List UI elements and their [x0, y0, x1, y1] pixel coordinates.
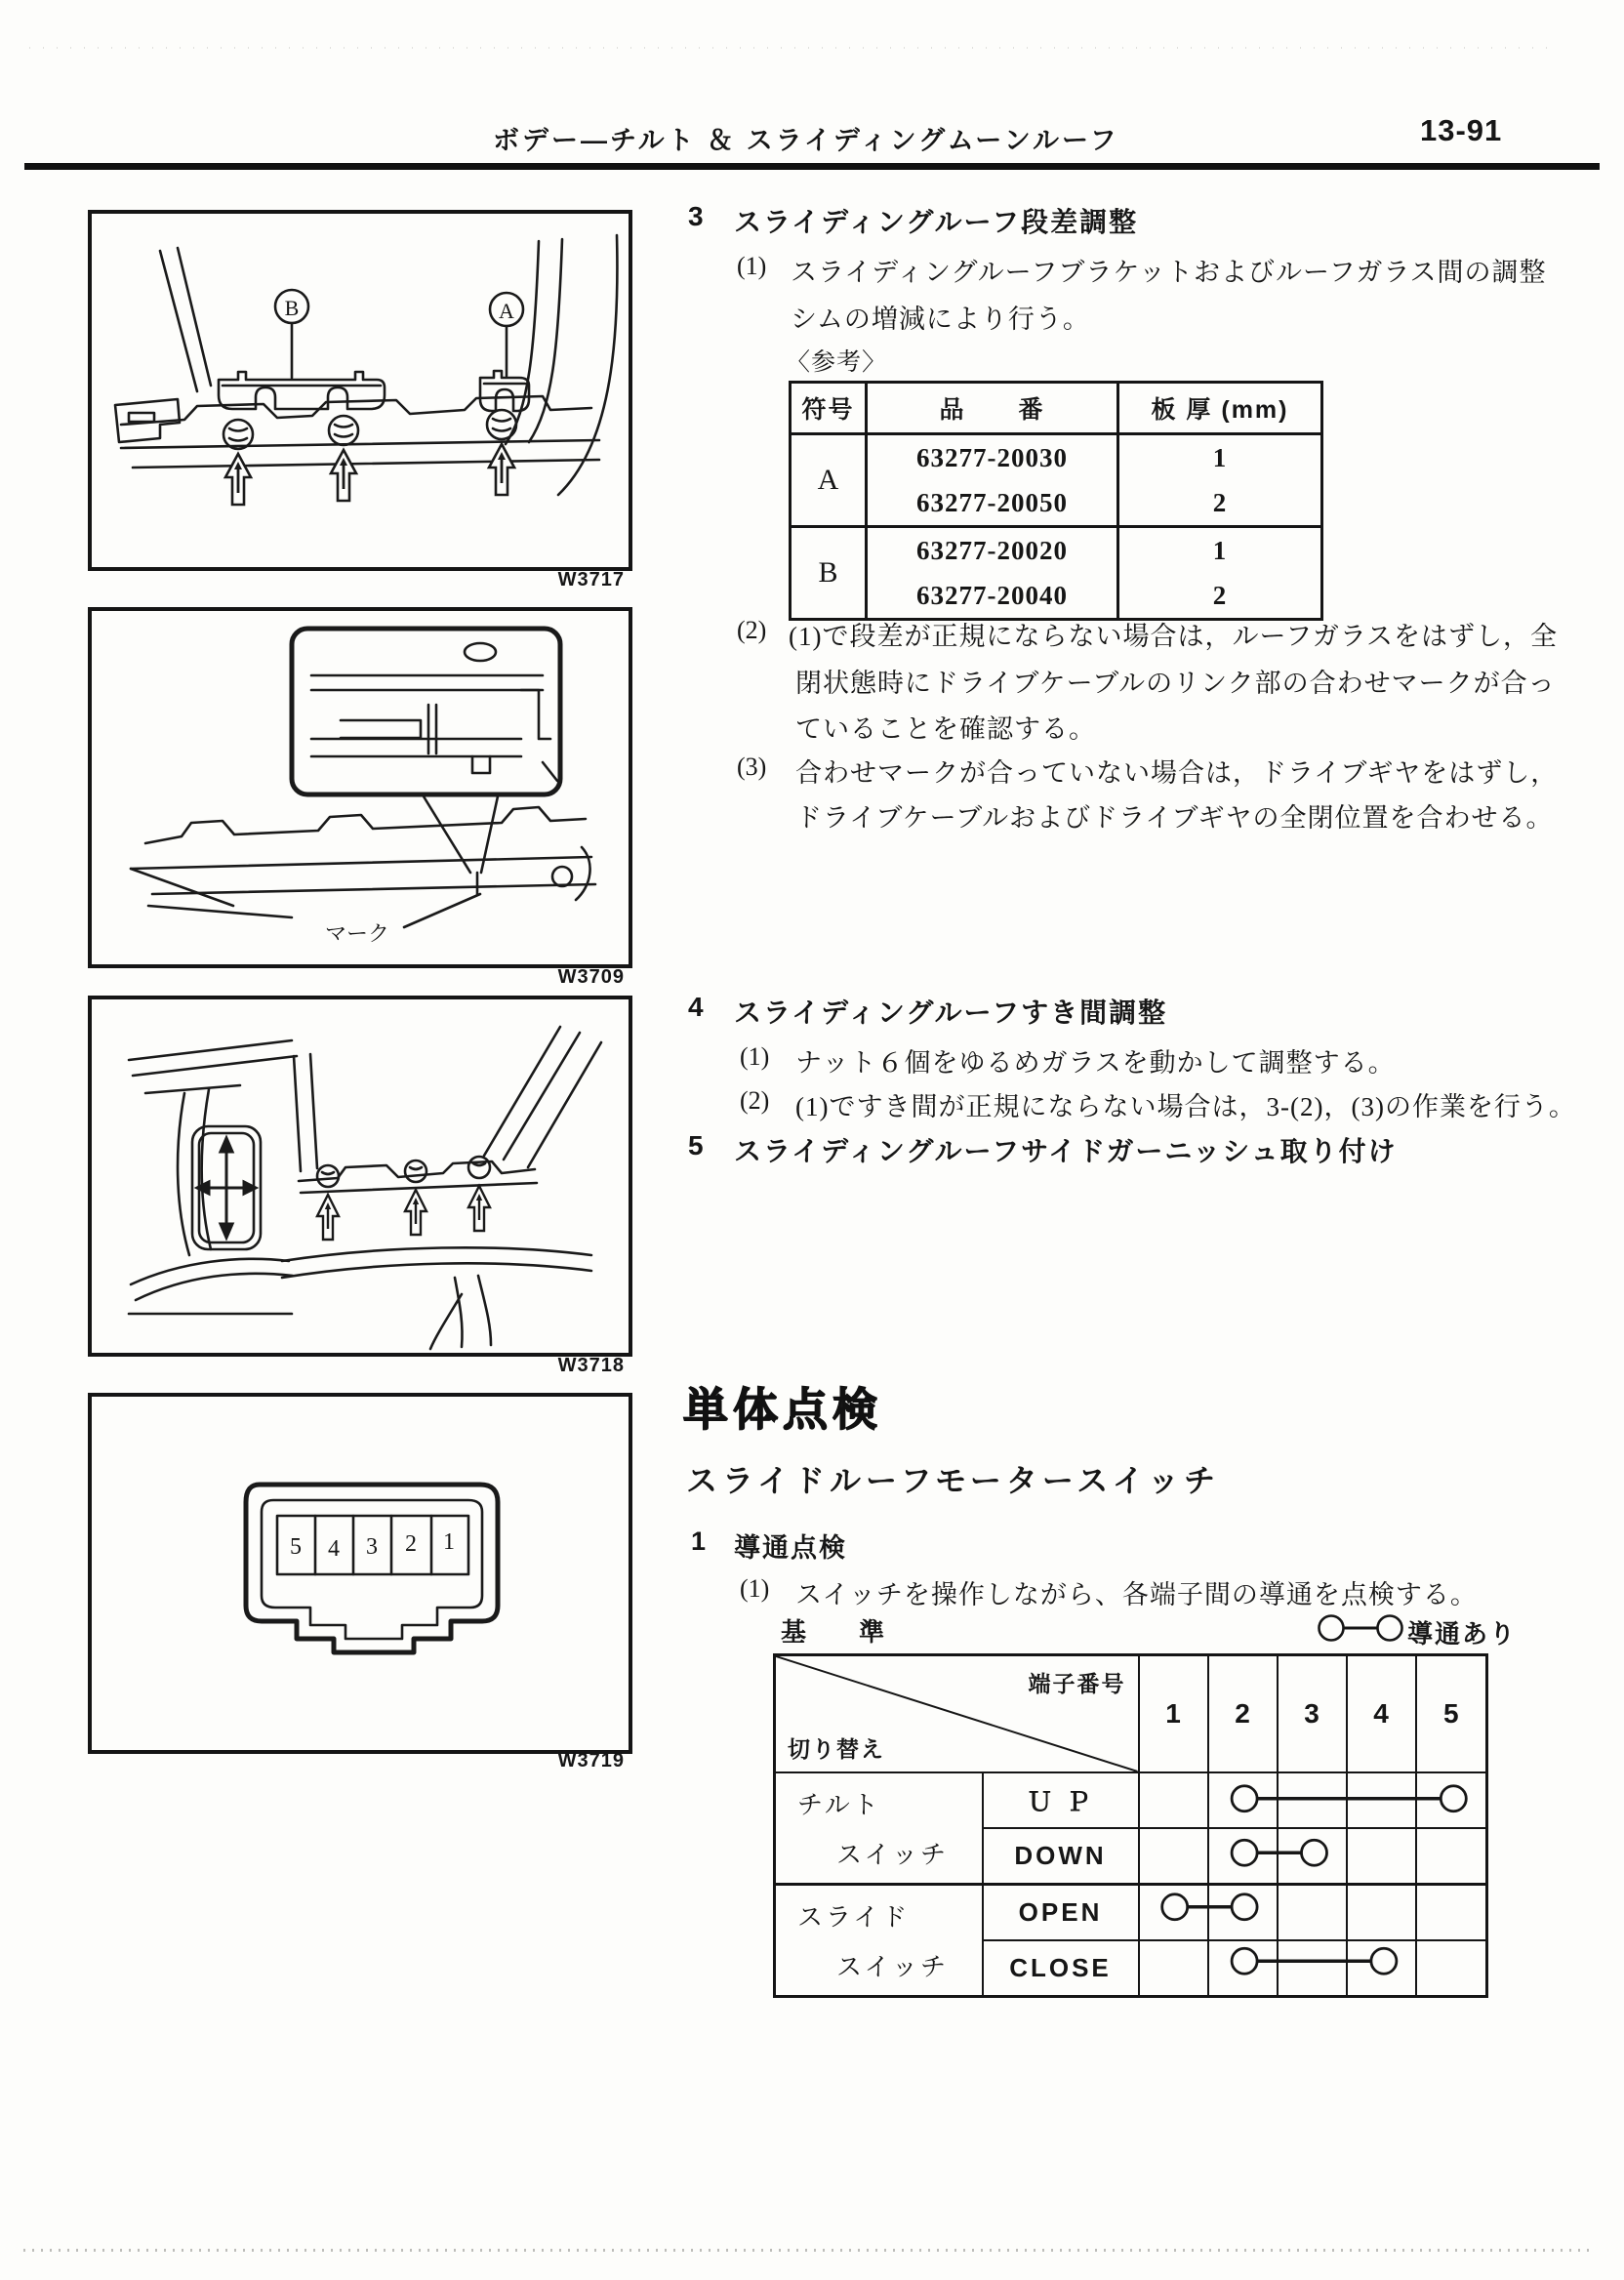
section4-number: 4: [688, 992, 704, 1022]
position-close: CLOSE: [983, 1940, 1139, 1997]
inspection-item-no: 1: [691, 1527, 707, 1556]
figure-shim-adjustment: [88, 210, 632, 571]
inspection-subheading: スライドルーフモータースイッチ: [686, 1463, 1221, 1498]
section3-reference-label: 〈参考〉: [786, 349, 888, 376]
continuity-corner-cell: [775, 1655, 1139, 1773]
switch-name-line2: スイッチ: [836, 1952, 949, 1981]
section4-item1: ナット６個をゆるめガラスを動かして調整する。: [795, 1048, 1396, 1078]
part-number: 63277-20040: [916, 581, 1068, 610]
continuity-header-row: [775, 1655, 1487, 1773]
switch-name-line2: スイッチ: [836, 1840, 949, 1869]
part-thickness: 1: [1212, 443, 1228, 472]
pin-1: 1: [443, 1529, 455, 1555]
page-number: 13-91: [1420, 113, 1503, 147]
standard-label: 基 準: [781, 1617, 899, 1647]
scan-noise-top: [29, 47, 1552, 49]
terminal-1: 1: [1139, 1655, 1208, 1773]
shim-diagram-art: [92, 214, 629, 567]
figure-alignment-mark: [88, 607, 632, 968]
inspection-step: スイッチを操作しながら、各端子間の導通を点検する。: [795, 1580, 1478, 1609]
parts-code-a: A: [791, 434, 867, 527]
section4-item2: (1)ですき間が正規にならない場合は，3-(2)，(3)の作業を行う。: [795, 1092, 1576, 1121]
figure3-code: W3718: [557, 1355, 625, 1376]
section3-item2-no: (2): [737, 616, 767, 644]
continuity-legend-icon: [1316, 1612, 1405, 1644]
terminal-2: 2: [1208, 1655, 1278, 1773]
figure4-code: W3719: [557, 1750, 625, 1771]
inspection-heading: 単体点検: [683, 1384, 882, 1435]
parts-numbers-a: [867, 434, 1118, 527]
section3-item2-line3: ていることを確認する。: [795, 714, 1096, 744]
section4-item2-no: (2): [740, 1086, 770, 1115]
section3-item3-no: (3): [737, 753, 767, 781]
part-number: 63277-20050: [916, 488, 1068, 517]
position-down: DOWN: [983, 1828, 1139, 1885]
section3-item1-no: (1): [737, 252, 767, 280]
part-thickness: 1: [1212, 536, 1228, 565]
scan-noise-bottom: [23, 2249, 1595, 2252]
section3-item3-line1: 合わせマークが合っていない場合は，ドライブギヤをはずし，: [795, 758, 1559, 788]
mark-diagram-art: [92, 611, 629, 964]
shim-label-a: A: [499, 299, 514, 323]
pin-5: 5: [290, 1534, 302, 1560]
corner-terminal-label: 端子番号: [1028, 1671, 1126, 1696]
pin-3: 3: [366, 1534, 378, 1560]
pin-2: 2: [405, 1531, 417, 1557]
page-header-title: ボデー―チルト ＆ スライディングムーンルーフ: [493, 126, 1119, 155]
terminal-5: 5: [1416, 1655, 1487, 1773]
section3-item1-line2: シムの増減により行う。: [791, 305, 1090, 334]
terminal-4: 4: [1347, 1655, 1416, 1773]
tilt-switch-name-cell: [775, 1772, 983, 1885]
connector-diagram-art: [92, 1397, 629, 1750]
parts-header-code: 符号: [791, 383, 867, 434]
section3-title: スライディングルーフ段差調整: [734, 207, 1139, 237]
section4-item1-no: (1): [740, 1042, 770, 1071]
figure-gap-adjustment: [88, 996, 632, 1357]
shim-label-b: B: [284, 296, 300, 320]
section3-item1-line1: スライディングルーフブラケットおよびルーフガラス間の調整: [791, 258, 1547, 287]
section4-title: スライディングルーフすき間調整: [734, 998, 1168, 1028]
mark-label: マーク: [324, 921, 390, 946]
parts-thickness-a: [1118, 434, 1322, 527]
figure1-code: W3717: [557, 569, 625, 590]
slide-switch-name-cell: [775, 1885, 983, 1997]
inspection-item-title: 導通点検: [734, 1533, 847, 1563]
shim-parts-table: [789, 381, 1323, 621]
part-number: 63277-20020: [916, 536, 1068, 565]
section3-number: 3: [688, 201, 704, 231]
section5-number: 5: [688, 1130, 704, 1160]
position-open: OPEN: [983, 1885, 1139, 1941]
continuity-connections: [1140, 1771, 1488, 1988]
parts-group-b-row: [791, 527, 1322, 620]
section3-item2-line1: (1)で段差が正規にならない場合は，ルーフガラスをはずし，全: [789, 622, 1559, 651]
position-up: Ｕ Ｐ: [983, 1772, 1139, 1828]
figure2-code: W3709: [557, 966, 625, 988]
gap-diagram-art: [92, 999, 629, 1353]
inspection-step-no: (1): [740, 1574, 770, 1603]
section3-item2-line2: 閉状態時にドライブケーブルのリンク部の合わせマークが合っ: [795, 669, 1556, 698]
terminal-3: 3: [1278, 1655, 1347, 1773]
part-thickness: 2: [1212, 581, 1228, 610]
switch-name-line1: チルト: [797, 1790, 881, 1819]
header-rule: [24, 163, 1600, 170]
part-number: 63277-20030: [916, 443, 1068, 472]
switch-name-line1: スライド: [797, 1902, 911, 1932]
section3-item3-line2: ドライブケーブルおよびドライブギヤの全閉位置を合わせる。: [795, 803, 1554, 833]
continuity-legend-text: 導通あり: [1407, 1619, 1518, 1649]
section5-title: スライディングルーフサイドガーニッシュ取り付け: [734, 1136, 1398, 1166]
pin-4: 4: [328, 1536, 340, 1562]
parts-group-a-row: [791, 434, 1322, 527]
parts-numbers-b: [867, 527, 1118, 620]
parts-header-thickness: 板 厚 (mm): [1118, 383, 1322, 434]
part-thickness: 2: [1212, 488, 1228, 517]
parts-header-row: [791, 383, 1322, 434]
parts-code-b: B: [791, 527, 867, 620]
corner-switch-label: 切り替え: [788, 1736, 885, 1762]
figure-connector: [88, 1393, 632, 1754]
parts-thickness-b: [1118, 527, 1322, 620]
parts-header-number: 品 番: [867, 383, 1118, 434]
